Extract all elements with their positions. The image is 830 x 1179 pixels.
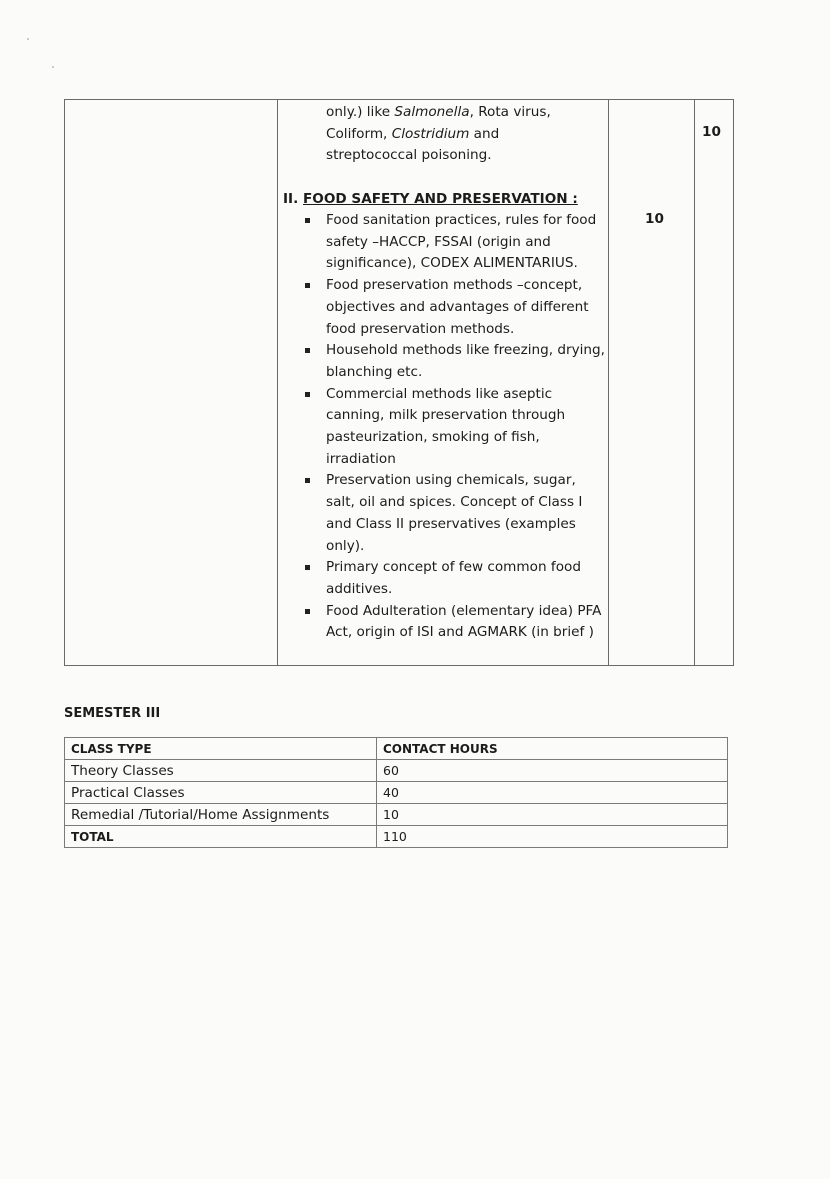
column-header: CLASS TYPE bbox=[65, 738, 377, 760]
text-line: only.) like Salmonella, Rota virus, bbox=[326, 104, 551, 120]
list-item: Food preservation methods –concept, objectives and advantages of different food preservation methods. bbox=[302, 275, 608, 340]
list-item: Food sanitation practices, rules for food safety –HACCP, FSSAI (origin and significance), CODEX ALIMENTARIUS. bbox=[302, 210, 608, 275]
class-type-cell: TOTAL bbox=[65, 826, 377, 848]
text-line: Coliform, Clostridium and bbox=[326, 125, 500, 142]
semester-heading: SEMESTER III bbox=[64, 706, 161, 721]
hours-cell: 110 bbox=[377, 826, 728, 848]
hours-value: 10 bbox=[645, 211, 664, 227]
list-item: Household methods like freezing, drying, blanching etc. bbox=[302, 340, 608, 383]
table-row bbox=[65, 760, 728, 782]
topic-bullet-list bbox=[302, 210, 608, 644]
table-row bbox=[65, 782, 728, 804]
table-total-row bbox=[65, 826, 728, 848]
column-divider bbox=[694, 100, 695, 665]
hours-cell: 10 bbox=[377, 804, 728, 826]
class-type-cell: Practical Classes bbox=[65, 782, 377, 804]
list-item: Preservation using chemicals, sugar, salt, oil and spices. Concept of Class I and Class II preservatives (examples only). bbox=[302, 470, 608, 557]
hours-cell: 40 bbox=[377, 782, 728, 804]
section-number: II. bbox=[283, 191, 299, 207]
list-item: Commercial methods like aseptic canning, milk preservation through pasteurization, smoking of fish, irradiation bbox=[302, 384, 608, 471]
continued-text bbox=[326, 102, 606, 167]
column-divider bbox=[277, 100, 278, 665]
column-divider bbox=[608, 100, 609, 665]
section-title: FOOD SAFETY AND PRESERVATION : bbox=[303, 191, 578, 207]
class-type-cell: Theory Classes bbox=[65, 760, 377, 782]
table-header-row bbox=[65, 738, 728, 760]
hours-cell: 60 bbox=[377, 760, 728, 782]
scan-speck bbox=[52, 66, 54, 68]
text-line: streptococcal poisoning. bbox=[326, 147, 492, 164]
column-header: CONTACT HOURS bbox=[377, 738, 728, 760]
marks-value: 10 bbox=[702, 124, 721, 140]
list-item: Food Adulteration (elementary idea) PFA Act, origin of ISI and AGMARK (in brief ) bbox=[302, 601, 608, 644]
list-item: Primary concept of few common food additives. bbox=[302, 557, 608, 600]
table-row bbox=[65, 804, 728, 826]
syllabus-table bbox=[64, 99, 734, 666]
scan-speck bbox=[27, 38, 29, 40]
section-heading bbox=[283, 189, 578, 211]
contact-hours-table bbox=[64, 737, 728, 848]
class-type-cell: Remedial /Tutorial/Home Assignments bbox=[65, 804, 377, 826]
